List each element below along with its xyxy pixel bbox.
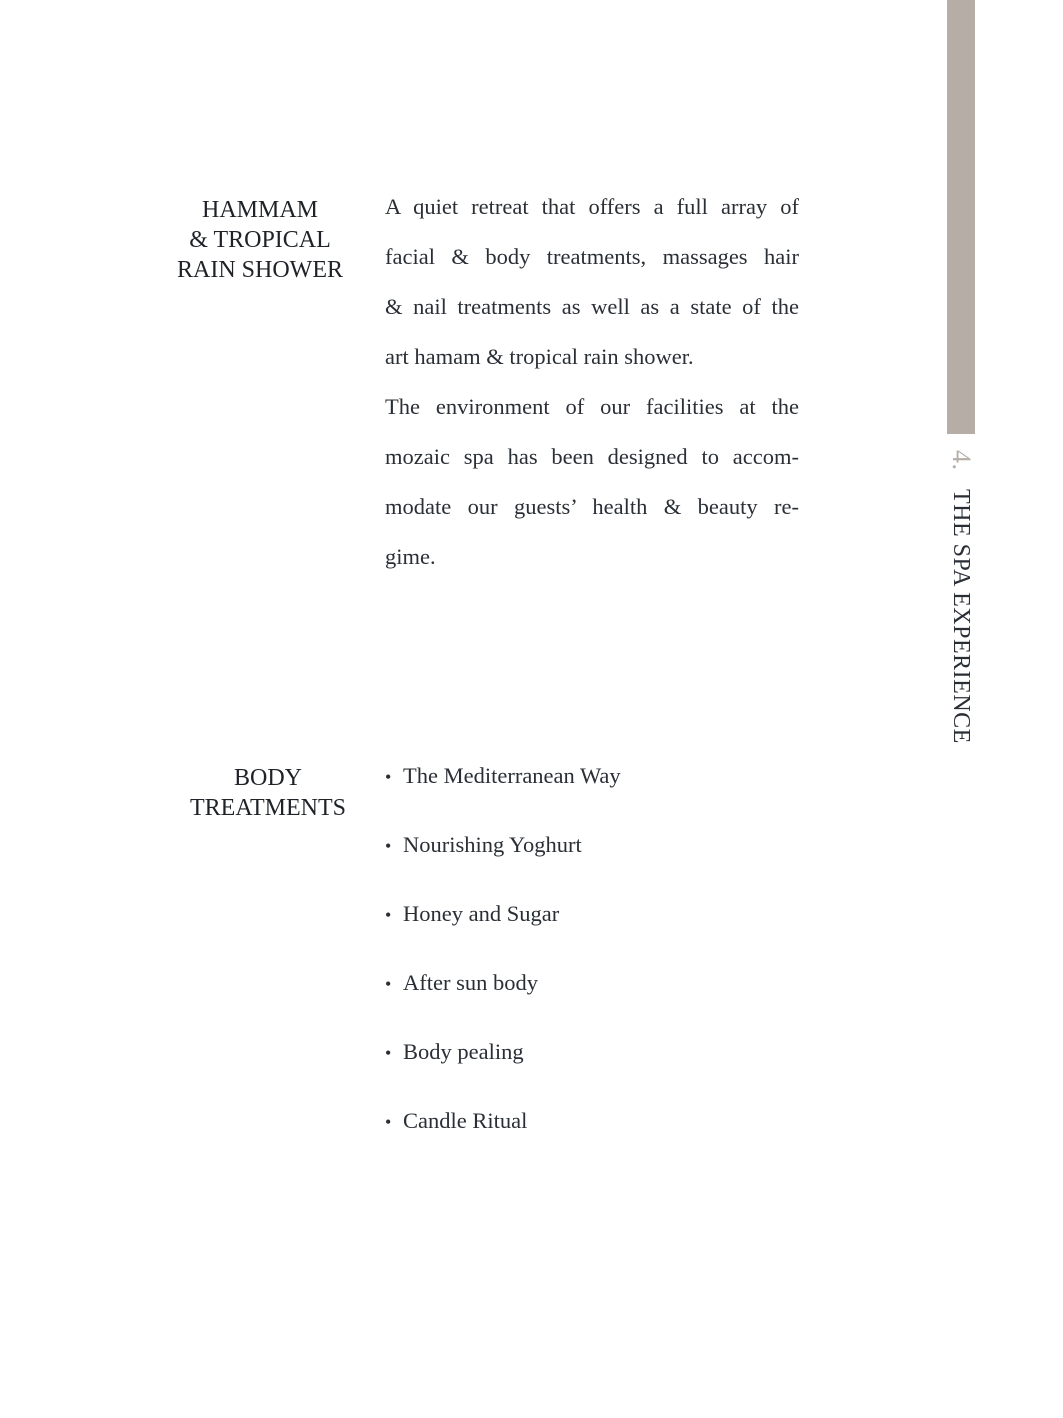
list-item-label: The Mediterranean Way (403, 763, 621, 788)
hammam-heading-line: RAIN SHOWER (177, 257, 343, 283)
hammam-description (385, 182, 799, 582)
body-heading-line: BODY (233, 765, 302, 791)
description-line: art hamam & tropical rain shower. (385, 344, 694, 369)
list-item (385, 888, 621, 957)
body-treatments-list (385, 750, 621, 1164)
section-side-label (946, 450, 976, 744)
list-item (385, 750, 621, 819)
list-item-label: After sun body (403, 970, 538, 995)
list-item-label: Body pealing (403, 1039, 524, 1064)
list-item-label: Nourishing Yoghurt (403, 832, 582, 857)
bullet-icon: • (385, 1043, 392, 1063)
description-line: mozaic spa has been designed to accom- (385, 444, 799, 469)
description-line: modate our guests’ health & beauty re- (385, 494, 799, 519)
bullet-icon: • (385, 836, 392, 856)
hammam-heading-line: & TROPICAL (189, 227, 331, 253)
bullet-icon: • (385, 905, 392, 925)
side-accent-bar (947, 0, 975, 434)
list-item (385, 957, 621, 1026)
bullet-icon: • (385, 974, 392, 994)
list-item (385, 1026, 621, 1095)
description-line: The environment of our facilities at the (385, 394, 799, 419)
section-title: THE SPA EXPERIENCE (948, 489, 974, 744)
list-item (385, 1095, 621, 1164)
section-number: 4. (947, 450, 976, 471)
list-item-label: Honey and Sugar (403, 901, 560, 926)
bullet-icon: • (385, 1112, 392, 1132)
body-heading-line: TREATMENTS (190, 795, 346, 821)
description-line: facial & body treatments, massages hair (385, 244, 799, 269)
list-item (385, 819, 621, 888)
body-treatments-heading (178, 763, 358, 823)
description-line: & nail treatments as well as a state of the (385, 294, 799, 319)
hammam-heading (170, 195, 350, 285)
bullet-icon: • (385, 767, 392, 787)
list-item-label: Candle Ritual (403, 1108, 528, 1133)
hammam-heading-line: HAMMAM (201, 197, 318, 223)
description-line: A quiet retreat that offers a full array of (385, 194, 799, 219)
description-line: gime. (385, 544, 436, 569)
